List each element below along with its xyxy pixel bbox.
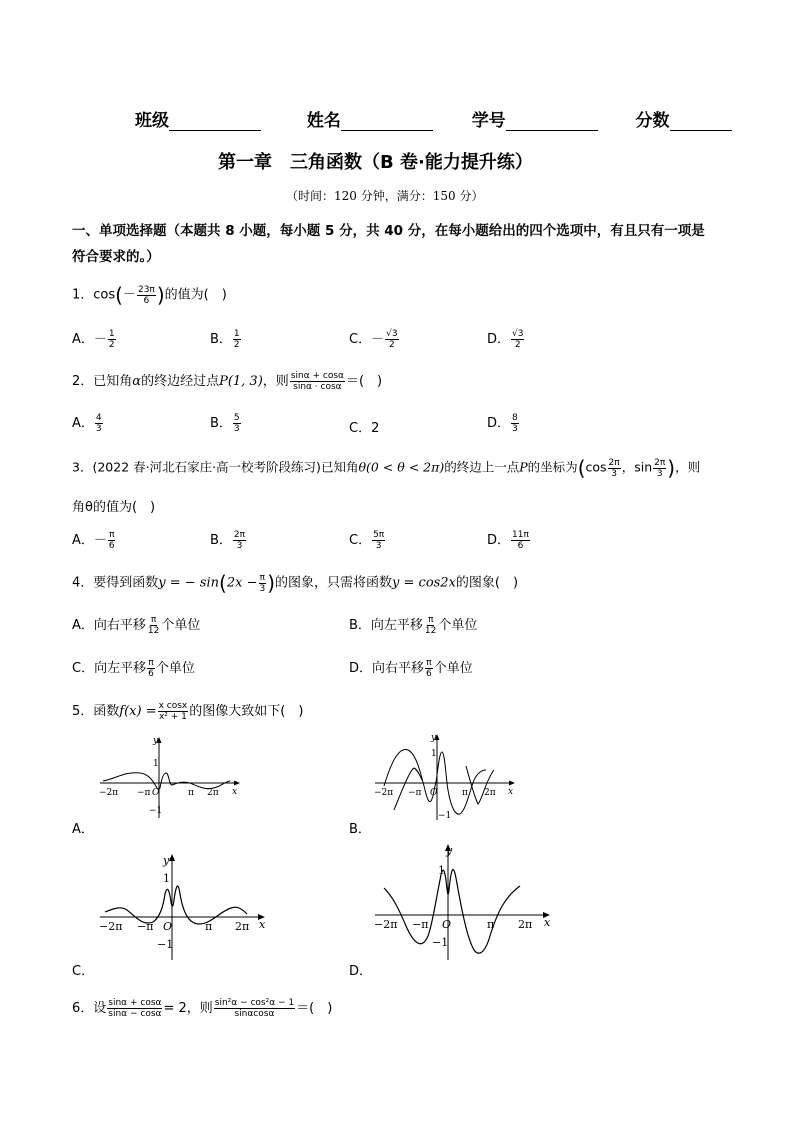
- graph-a-2pi: 2π: [207, 788, 219, 798]
- q5-option-b-label[interactable]: B．: [349, 822, 371, 837]
- graph-d-y-label: y: [446, 844, 453, 857]
- graph-a-one: 1: [153, 759, 159, 769]
- q5-graph-b[interactable]: [370, 730, 522, 822]
- q4-option-c[interactable]: C．向左平移 $\frac{\pi}{6}$ 个单位: [72, 658, 195, 679]
- graph-b-2pi: 2π: [484, 788, 496, 798]
- q1-minus: －: [122, 287, 136, 303]
- q2-option-d[interactable]: D． $\frac{8}{3}$: [487, 413, 518, 434]
- graph-c-negone: −1: [157, 938, 174, 951]
- name-blank[interactable]: [341, 114, 433, 131]
- graph-d-origin: O: [442, 918, 452, 931]
- page-subtitle: （时间：120 分钟，满分：150 分）: [286, 189, 484, 203]
- name-label: 姓名: [306, 111, 341, 131]
- q3-option-b[interactable]: B． $\frac{2\pi}{3}$: [210, 530, 246, 551]
- graph-b-x-label: x: [508, 787, 514, 797]
- question-3: 3．(2022 春·河北石家庄·高一校考阶段练习)已知角θ(0 < θ < 2π)的终边上一点P的坐标为(cos $\frac{2\pi}{3}$ ，sin $\frac{2\pi}{3}$ )，则: [72, 456, 701, 480]
- graph-b-y-label: y: [431, 733, 437, 743]
- question-6: 6．设 $\frac{\sin\alpha + \cos\alpha}{\sin\alpha - \cos\alpha}$ = 2，则 $\frac{\text{sin²α − cos²α − 1}}{\sin\alpha\cos\alpha}$ ＝( ): [72, 998, 333, 1019]
- graph-b-one: 1: [431, 749, 437, 759]
- class-label: 班级: [135, 111, 169, 131]
- question-5: 5．函数f(x) = $\frac{\text{x cosx}}{\text{x² + 1}}$ 的图像大致如下( ): [72, 701, 304, 722]
- id-blank[interactable]: [506, 114, 598, 131]
- score-blank[interactable]: [670, 114, 732, 131]
- graph-b-neg2pi: −2π: [374, 788, 394, 798]
- q1-prefix: 1．cos: [72, 287, 116, 303]
- graph-d-negone: −1: [432, 936, 449, 949]
- q5-graph-a[interactable]: [95, 733, 245, 821]
- question-4: 4．要得到函数y = − sin(2x − $\frac{\pi}{3}$ )的图象，只需将函数y = cos2x的图象( ): [72, 571, 519, 595]
- question-3-line2: 角θ的值为( ): [72, 500, 156, 515]
- graph-c-2pi: 2π: [235, 920, 250, 933]
- q4-option-a[interactable]: A．向右平移 $\frac{\pi}{12}$ 个单位: [72, 615, 201, 636]
- graph-c-one: 1: [163, 872, 170, 885]
- q3-option-d[interactable]: D． $\frac{11\pi}{6}$: [487, 530, 529, 551]
- q2-point: P(1, 3): [219, 374, 263, 389]
- section-heading-line1: 一、单项选择题（本题共 8 小题，每小题 5 分，共 40 分，在每小题给出的四个选项中，有且只有一项是: [72, 223, 705, 239]
- q3-option-c[interactable]: C． $\frac{5\pi}{3}$: [349, 530, 385, 551]
- q2-alpha: α: [132, 374, 142, 389]
- q4-option-d[interactable]: D．向右平移 $\frac{\pi}{6}$ 个单位: [349, 658, 473, 679]
- graph-b-negone: −1: [438, 811, 452, 821]
- q1-option-a[interactable]: A．－ $\frac{1}{2}$: [72, 329, 115, 350]
- q2-option-a[interactable]: A． $\frac{4}{3}$: [72, 413, 102, 434]
- q1-suffix: 的值为( ): [164, 287, 227, 303]
- graph-a-negone: −1: [149, 806, 163, 816]
- graph-c-negpi: −π: [137, 920, 154, 933]
- graph-a-y-label: y: [153, 736, 159, 746]
- question-1: 1．cos(－ $\frac{23\pi}{6}$ )的值为( ): [72, 283, 227, 307]
- header-fields: [135, 106, 732, 131]
- q4-option-b[interactable]: B．向左平移 $\frac{\pi}{12}$ 个单位: [349, 615, 478, 636]
- graph-c-origin: O: [163, 920, 173, 933]
- graph-c-pi: π: [205, 920, 213, 933]
- graph-b-origin: O: [430, 788, 438, 798]
- q2-option-c[interactable]: C．2: [349, 421, 380, 436]
- graph-d-pi: π: [487, 918, 495, 931]
- q1-option-d[interactable]: D． $\frac{√3}{2}$: [487, 329, 524, 350]
- q5-graph-d[interactable]: [370, 840, 560, 962]
- q1-frac-num: 23π: [137, 284, 155, 295]
- q5-option-d-label[interactable]: D．: [349, 964, 373, 979]
- graph-b-pi: π: [462, 788, 468, 798]
- graph-a-neg2pi: −2π: [99, 788, 119, 798]
- page-title: 第一章 三角函数（B 卷·能力提升练）: [218, 152, 533, 173]
- graph-d-neg2pi: −2π: [374, 918, 398, 931]
- q2-option-b[interactable]: B． $\frac{5}{3}$: [210, 413, 240, 434]
- graph-d-x-label: x: [544, 916, 551, 929]
- question-2: 2．已知角α的终边经过点P(1, 3)，则 $\frac{\sin\alpha + \cos\alpha}{\sin\alpha \cdot \cos\alpha}$ ＝( ): [72, 371, 383, 392]
- q5-graph-c[interactable]: [95, 850, 270, 962]
- section-heading-line2: 符合要求的。）: [72, 249, 160, 265]
- graph-a-x-label: x: [232, 787, 238, 797]
- graph-b-negpi: −π: [408, 788, 422, 798]
- graph-a-negpi: −π: [137, 788, 151, 798]
- score-label: 分数: [635, 111, 670, 131]
- q3-option-a[interactable]: A．－ $\frac{\pi}{6}$: [72, 530, 115, 551]
- graph-d-one: 1: [438, 864, 445, 877]
- graph-c-x-label: x: [259, 918, 266, 931]
- q5-option-a-label[interactable]: A．: [72, 822, 94, 837]
- graph-c-neg2pi: −2π: [99, 920, 123, 933]
- graph-a-origin: O: [152, 788, 160, 798]
- graph-a-pi: π: [188, 788, 194, 798]
- q1-frac-den: 6: [143, 295, 150, 306]
- graph-d-negpi: −π: [412, 918, 429, 931]
- id-label: 学号: [471, 111, 506, 131]
- graph-c-y-label: y: [163, 854, 170, 867]
- q1-option-c[interactable]: C．－ $\frac{√3}{2}$: [349, 329, 398, 350]
- q1-option-b[interactable]: B． $\frac{1}{2}$: [210, 329, 240, 350]
- q5-option-c-label[interactable]: C．: [72, 964, 95, 979]
- graph-d-2pi: 2π: [518, 918, 533, 931]
- class-blank[interactable]: [169, 114, 261, 131]
